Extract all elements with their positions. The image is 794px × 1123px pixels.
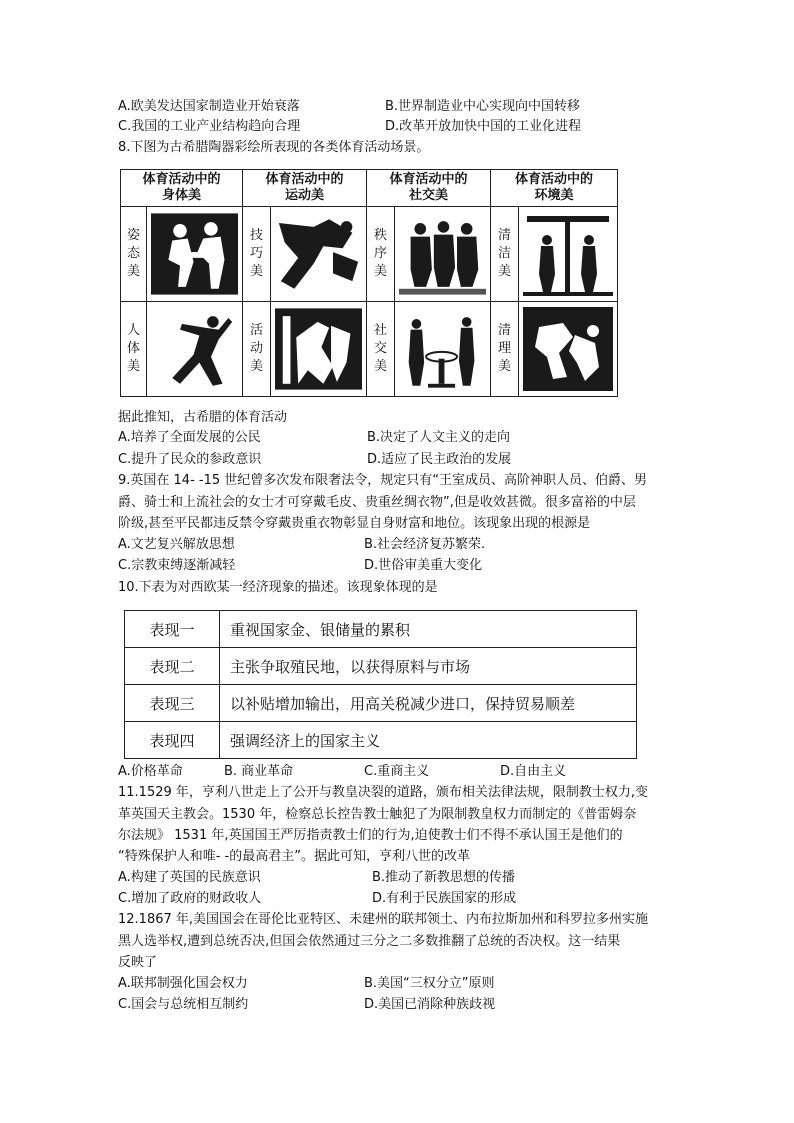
q7-option-a: A.欧美发达国家制造业开始衰落	[118, 99, 300, 114]
vase-image-scraping	[519, 302, 618, 397]
q10-stem: 10.下表为对西欧某一经济现象的描述。该现象体现的是	[118, 580, 438, 595]
row-value: 主张争取殖民地，以获得原料与市场	[220, 648, 637, 685]
mercantilism-table	[124, 610, 637, 759]
q11-line-1: 11.1529 年，亨利八世走上了公开与教皇决裂的道路，颁布相关法律法规，限制教士权力,变	[118, 785, 649, 800]
q12-line-2: 黑人选举权,遭到总统否决,但国会依然通过三分之二多数推翻了总统的否决权。这一结果	[118, 934, 621, 949]
label-order-beauty: 秩 序 美	[367, 207, 395, 302]
q11-option-c: C.增加了政府的财政收人	[118, 891, 262, 906]
vase-image-dancers	[395, 207, 491, 302]
q9-option-c: C.宗教束缚逐渐减轻	[118, 558, 236, 573]
q8-option-d: D.适应了民主政治的发展	[367, 452, 512, 467]
row-key: 表现三	[125, 685, 220, 722]
header-environment-beauty: 体育活动中的 环境美	[491, 170, 618, 207]
header-social-beauty: 体育活动中的 社交美	[367, 170, 491, 207]
row-value: 以补贴增加输出，用高关税减少进口，保持贸易顺差	[220, 685, 637, 722]
q7-option-c: C.我国的工业产业结构趋向合理	[118, 119, 301, 134]
q11-option-b: B.推动了新教思想的传播	[372, 870, 516, 885]
label-social-beauty: 社 交 美	[367, 302, 395, 397]
q8-stem: 8.下图为古希腊陶器彩绘所表现的各类体育活动场景。	[118, 140, 430, 155]
q12-line-3: 反映了	[118, 955, 158, 970]
label-body-beauty: 人 体 美	[121, 302, 147, 397]
q8-option-c: C.提升了民众的参政意识	[118, 452, 262, 467]
q8-option-a: A.培养了全面发展的公民	[118, 430, 261, 445]
header-body-beauty: 体育活动中的 身体美	[121, 170, 243, 207]
q12-option-a: A.联邦制强化国会权力	[118, 976, 248, 991]
table-row	[125, 611, 637, 648]
q12-option-d: D.美国已消除种族歧视	[364, 997, 496, 1012]
q10-option-a: A.价格革命	[118, 764, 183, 779]
vase-image-shower	[519, 207, 618, 302]
row-key: 表现四	[125, 722, 220, 759]
row-key: 表现一	[125, 611, 220, 648]
vase-image-grapple	[271, 302, 367, 397]
label-activity-beauty: 活 动 美	[243, 302, 271, 397]
q11-line-3: 尔法规》 1531 年,英国国王严厉指责教士们的行为,迫使教士们不得不承认国王是他们的	[118, 828, 623, 843]
q9-option-a: A.文艺复兴解放思想	[118, 537, 235, 552]
q11-option-d: D.有利于民族国家的形成	[372, 891, 517, 906]
q12-line-1: 12.1867 年,美国国会在哥伦比亚特区、未建州的联邦领土、内布拉斯加州和科罗拉多州实施	[118, 912, 649, 927]
vase-image-throw	[271, 207, 367, 302]
q11-option-a: A.构建了英国的民族意识	[118, 870, 261, 885]
vase-image-athlete	[147, 302, 243, 397]
q10-option-b: B. 商业革命	[224, 764, 294, 779]
label-posture-beauty: 姿 态 美	[121, 207, 147, 302]
q7-option-b: B.世界制造业中心实现向中国转移	[385, 99, 581, 114]
vase-image-basin	[395, 302, 491, 397]
q8-option-b: B.决定了人文主义的走向	[367, 430, 511, 445]
q12-option-b: B.美国“三权分立”原则	[364, 976, 495, 991]
q11-line-2: 革英国天主教会。1530 年，检察总长控告教士触犯了为限制教皇权力而制定的《普雷姆奈	[118, 807, 637, 822]
q12-option-c: C.国会与总统相互制约	[118, 997, 249, 1012]
row-key: 表现二	[125, 648, 220, 685]
label-clean-beauty: 清 洁 美	[491, 207, 519, 302]
vase-image-wrestlers	[147, 207, 243, 302]
row-value: 重视国家金、银储量的累积	[220, 611, 637, 648]
row-value: 强调经济上的国家主义	[220, 722, 637, 759]
label-tidy-beauty: 清 理 美	[491, 302, 519, 397]
q9-line-2: 爵、骑士和上流社会的女士才可穿戴毛皮、贵重丝绸衣物”,但是收效甚微。很多富裕的中层	[118, 495, 636, 510]
header-motion-beauty: 体育活动中的 运动美	[243, 170, 367, 207]
sports-image-table	[120, 169, 618, 397]
table-row	[125, 722, 637, 759]
q9-option-b: B.社会经济复苏繁荣.	[364, 537, 486, 552]
label-skill-beauty: 技 巧 美	[243, 207, 271, 302]
q7-option-d: D.改革开放加快中国的工业化进程	[385, 119, 582, 134]
q11-line-4: “特殊保护人和唯- -的最高君主”。据此可知，亨利八世的改革	[118, 849, 470, 864]
q10-option-c: C.重商主义	[364, 764, 430, 779]
q9-option-d: D.世俗审美重大变化	[364, 558, 483, 573]
q10-option-d: D.自由主义	[500, 764, 567, 779]
table-row	[125, 685, 637, 722]
table-row	[125, 648, 637, 685]
q8-question: 据此推知，古希腊的体育活动	[118, 410, 288, 425]
q9-line-1: 9.英国在 14- -15 世纪曾多次发布限奢法令，规定只有“王室成员、高阶神职人员、伯爵、男	[118, 473, 648, 488]
q9-line-3: 阶级,甚至平民都违反禁令穿戴贵重衣物彰显自身财富和地位。该现象出现的根源是	[118, 516, 591, 531]
